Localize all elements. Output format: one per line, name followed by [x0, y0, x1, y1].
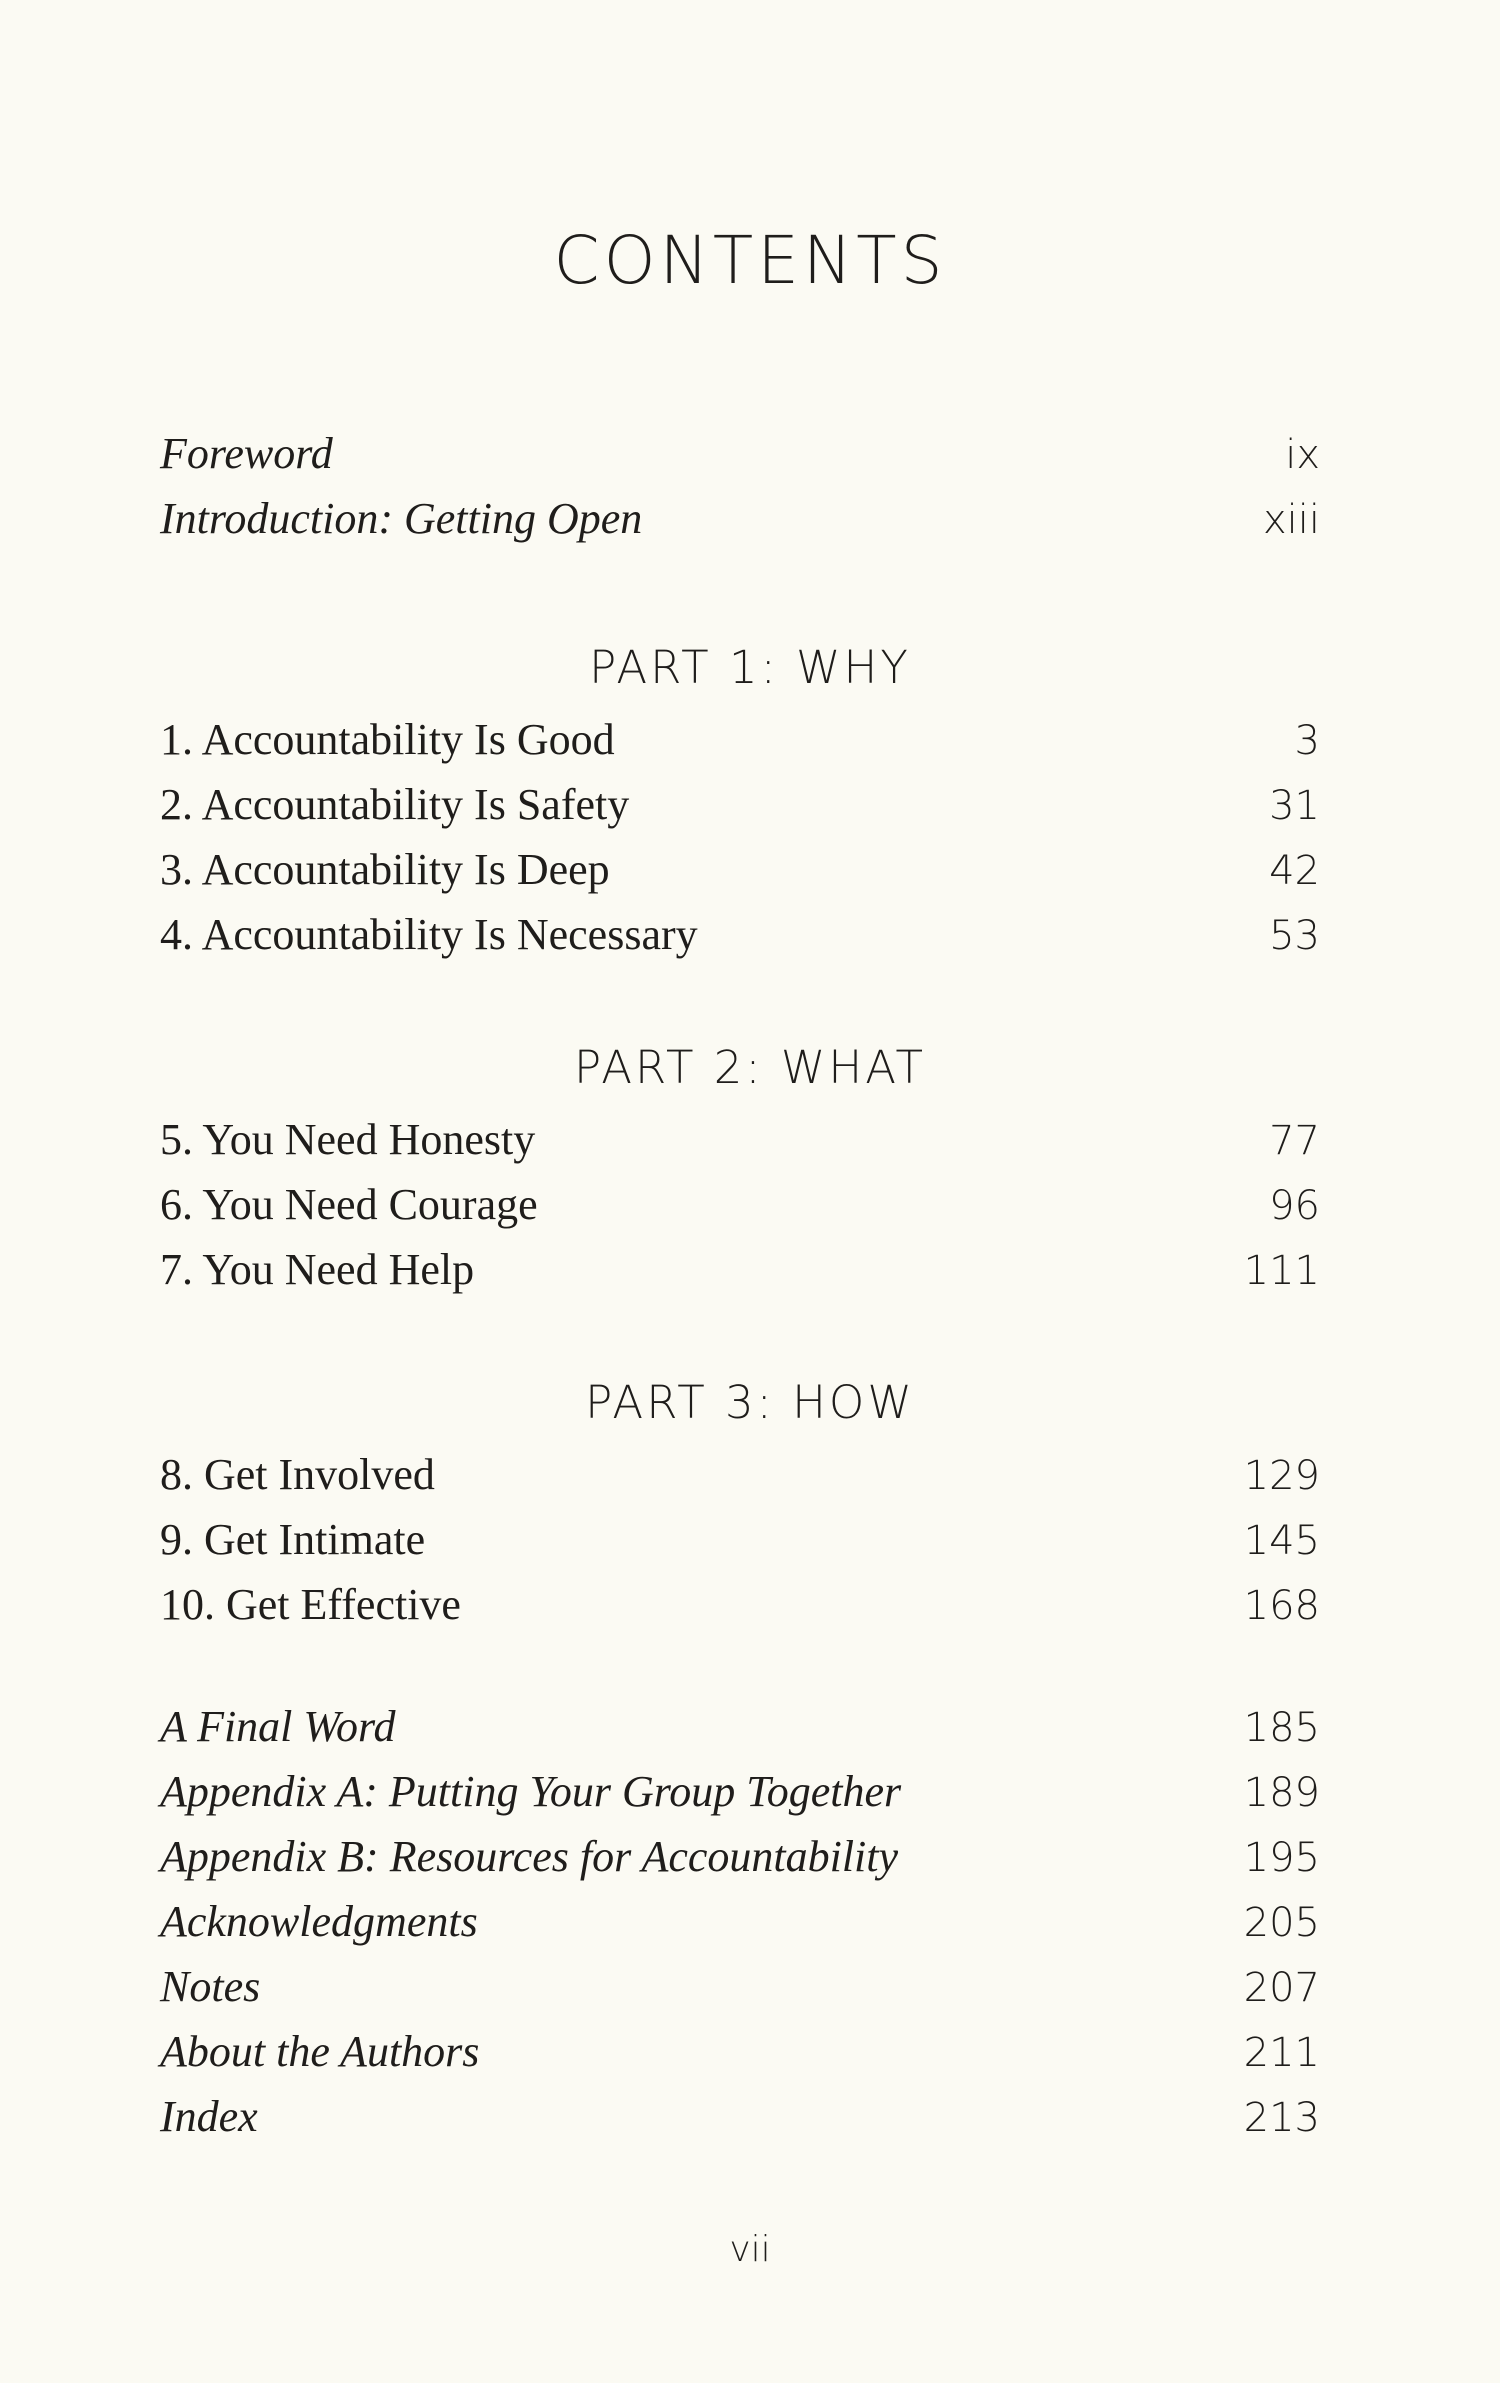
toc-entry-page: 189: [1243, 1770, 1320, 1816]
part-heading-1: PART 1: WHY: [589, 641, 911, 694]
toc-entry-label: 10. Get Effective: [160, 1580, 461, 1629]
toc-entry-chapter-10[interactable]: [160, 1580, 1320, 1643]
toc-entry-label: A Final Word: [160, 1702, 396, 1751]
toc-entry-acknowledgments[interactable]: [160, 1897, 1320, 1960]
toc-entry-label: 3. Accountability Is Deep: [160, 845, 610, 894]
toc-entry-label: Acknowledgments: [160, 1897, 478, 1946]
toc-entry-about-authors[interactable]: [160, 2027, 1320, 2090]
toc-entry-appendix-b[interactable]: [160, 1832, 1320, 1895]
toc-entry-final-word[interactable]: [160, 1702, 1320, 1765]
toc-entry-page: 205: [1243, 1900, 1320, 1946]
toc-entry-notes[interactable]: [160, 1962, 1320, 2025]
toc-entry-page: 42: [1269, 848, 1320, 894]
toc-entry-page: 145: [1243, 1518, 1320, 1564]
toc-entry-page: ix: [1285, 432, 1320, 478]
toc-entry-index[interactable]: [160, 2092, 1320, 2155]
toc-entry-introduction[interactable]: [160, 494, 1320, 557]
part-heading-2: PART 2: WHAT: [573, 1041, 927, 1094]
toc-entry-chapter-4[interactable]: [160, 910, 1320, 973]
toc-entry-page: 211: [1243, 2030, 1320, 2076]
toc-entry-page: 111: [1243, 1248, 1320, 1294]
toc-entry-page: 96: [1269, 1183, 1320, 1229]
toc-entry-label: 2. Accountability Is Safety: [160, 780, 630, 829]
toc-entry-page: xiii: [1262, 497, 1320, 543]
toc-entry-chapter-9[interactable]: [160, 1515, 1320, 1578]
toc-entry-page: 77: [1269, 1118, 1320, 1164]
toc-entry-label: 6. You Need Courage: [160, 1180, 538, 1229]
toc-entry-label: 8. Get Involved: [160, 1450, 435, 1499]
toc-entry-label: Appendix A: Putting Your Group Together: [160, 1767, 902, 1816]
toc-entry-chapter-6[interactable]: [160, 1180, 1320, 1243]
toc-entry-label: 4. Accountability Is Necessary: [160, 910, 698, 959]
toc-entry-chapter-8[interactable]: [160, 1450, 1320, 1513]
toc-entry-label: Foreword: [160, 429, 333, 478]
part-heading-3: PART 3: HOW: [585, 1376, 915, 1429]
toc-entry-label: 9. Get Intimate: [160, 1515, 426, 1564]
toc-entry-page: 213: [1243, 2095, 1320, 2141]
toc-entry-label: 7. You Need Help: [160, 1245, 475, 1294]
toc-entry-page: 185: [1243, 1705, 1320, 1751]
toc-entry-page: 31: [1269, 783, 1320, 829]
toc-entry-label: About the Authors: [160, 2027, 480, 2076]
toc-entry-page: 207: [1243, 1965, 1320, 2011]
toc-entry-appendix-a[interactable]: [160, 1767, 1320, 1830]
toc-entry-page: 3: [1294, 718, 1320, 764]
toc-entry-label: Index: [160, 2092, 258, 2141]
toc-entry-chapter-2[interactable]: [160, 780, 1320, 843]
toc-entry-label: 5. You Need Honesty: [160, 1115, 536, 1164]
toc-entry-page: 168: [1243, 1583, 1320, 1629]
toc-entry-foreword[interactable]: [160, 429, 1320, 492]
page-title: CONTENTS: [553, 222, 947, 299]
toc-entry-page: 129: [1243, 1453, 1320, 1499]
toc-entry-chapter-3[interactable]: [160, 845, 1320, 908]
page-folio: vii: [729, 2229, 771, 2270]
toc-entry-chapter-1[interactable]: [160, 715, 1320, 778]
toc-entry-page: 53: [1269, 913, 1320, 959]
toc-entry-label: Notes: [160, 1962, 261, 2011]
toc-entry-label: Introduction: Getting Open: [160, 494, 643, 543]
toc-entry-chapter-7[interactable]: [160, 1245, 1320, 1308]
toc-entry-label: Appendix B: Resources for Accountability: [160, 1832, 899, 1881]
toc-entry-label: 1. Accountability Is Good: [160, 715, 615, 764]
toc-entry-chapter-5[interactable]: [160, 1115, 1320, 1178]
toc-entry-page: 195: [1243, 1835, 1320, 1881]
